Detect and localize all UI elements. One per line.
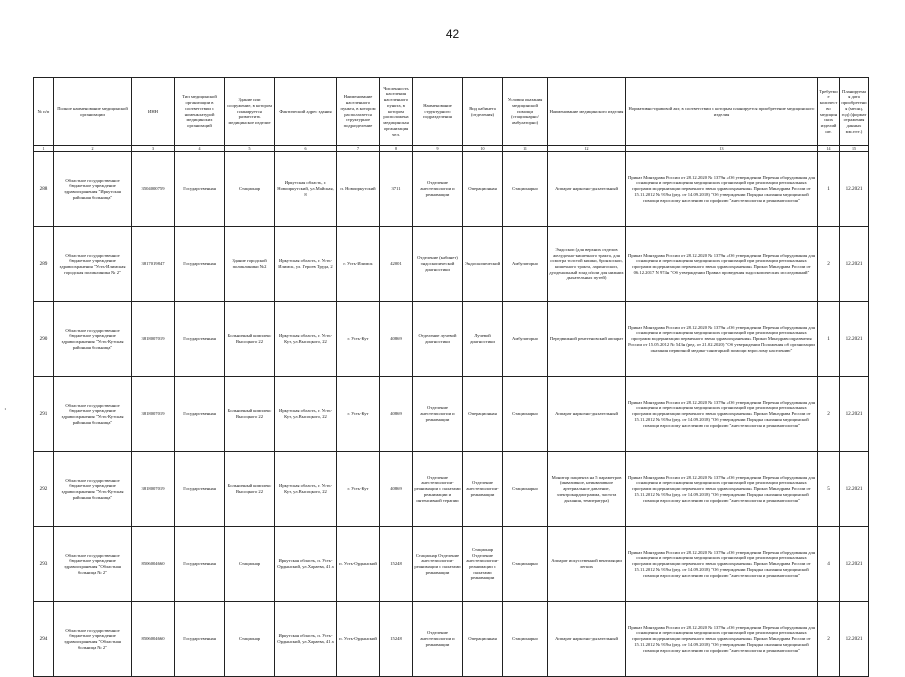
organization-type: Государственная: [175, 302, 225, 377]
planned-date: 12.2021: [840, 302, 869, 377]
organization-type: Государственная: [175, 227, 225, 302]
quantity: 1: [818, 302, 840, 377]
header-row: [34, 78, 869, 146]
legal-act: Приказ Минздрава России от 28.12.2020 № 1379н «Об утверждении Перечня оборудования для оснащения и переоснащения медицинских организаций при реализации региональных программ модернизации первичного звена здравоохранения» Приказ Минздрава России от 15.11.2012 № 919н (ред. от 14.09.2018) "Об утверждении Порядка оказания медицинской помощи взрослому населению по профилю "анестезиология и реаниматология": [626, 152, 818, 227]
column-number: 13: [626, 146, 818, 152]
row-number: 289: [34, 227, 54, 302]
building: Стационар: [225, 602, 275, 677]
margin-mark: ·: [4, 405, 7, 414]
planned-date: 12.2021: [840, 377, 869, 452]
column-number: 14: [818, 146, 840, 152]
address: Иркутская область, г. Усть-Кут, ул.Высоцкого, 22: [275, 302, 337, 377]
column-number: 8: [380, 146, 413, 152]
column-header: Вид кабинета (отделения): [463, 78, 503, 146]
structural-unit: Отделение анестезиологии-реанимации с палатами реанимации и интенсивной терапии: [413, 452, 463, 527]
row-number: 293: [34, 527, 54, 602]
column-header: Условия оказания медицинской помощи (стационарно/амбулаторно): [503, 78, 548, 146]
row-number: 288: [34, 152, 54, 227]
organization-name: Областное государственное бюджетное учреждение здравоохранения "Усть-Илимская городская поликлиника № 2": [54, 227, 132, 302]
building: Больничный комплекс Высоцкого 22: [225, 377, 275, 452]
building: Стационар: [225, 527, 275, 602]
structural-unit: Отделение лучевой диагностики: [413, 302, 463, 377]
column-number: 4: [175, 146, 225, 152]
column-header: Наименование населенного пункта, в котором располагается структурное подразделение: [337, 78, 380, 146]
column-header: Наименование структурного подразделения: [413, 78, 463, 146]
population: 40869: [380, 302, 413, 377]
device-name: Аппарат наркозно-дыхательный: [548, 377, 626, 452]
device-name: Аппарат наркозно-дыхательный: [548, 152, 626, 227]
organization-type: Государственная: [175, 377, 225, 452]
column-number: 15: [840, 146, 869, 152]
structural-unit: Отделение анестезиологии и реанимации: [413, 152, 463, 227]
building: Больничный комплекс Высоцкого 22: [225, 452, 275, 527]
row-number: 292: [34, 452, 54, 527]
quantity: 2: [818, 227, 840, 302]
table-row: [34, 452, 869, 527]
quantity: 2: [818, 377, 840, 452]
planned-date: 12.2021: [840, 452, 869, 527]
cabinet-type: Отделение анестезиологии-реанимации: [463, 452, 503, 527]
cabinet-type: Стационар Отделение анестезиологии-реанимации с палатами реанимации: [463, 527, 503, 602]
column-number: 12: [548, 146, 626, 152]
organization-name: Областное государственное бюджетное учреждение здравоохранения "Усть-Кутская районная больница": [54, 452, 132, 527]
legal-act: Приказ Минздрава России от 28.12.2020 № 1379н «Об утверждении Перечня оборудования для оснащения и переоснащения медицинских организаций при реализации региональных программ модернизации первичного звена здравоохранения» Приказ Минздрава России от 15.11.2012 № 919н (ред. от 14.09.2018) "Об утверждении Порядка оказания медицинской помощи взрослому населению по профилю "анестезиология и реаниматология": [626, 377, 818, 452]
quantity: 1: [818, 152, 840, 227]
inn: 3504000759: [132, 152, 175, 227]
inn: 3818007019: [132, 452, 175, 527]
column-header: Численность населения населенного пункта, в котором расположена медицинская организация чел.: [380, 78, 413, 146]
settlement: г. Усть-Кут: [337, 302, 380, 377]
address: Иркутская область, г. Усть-Илимск, ул. Героев Труда, 2: [275, 227, 337, 302]
column-number: 6: [275, 146, 337, 152]
equipment-table: [33, 77, 869, 677]
settlement: п. Усть-Ордынский: [337, 527, 380, 602]
planned-date: 12.2021: [840, 527, 869, 602]
inn: 3818007019: [132, 302, 175, 377]
table-row: [34, 602, 869, 677]
care-conditions: Стационарно: [503, 452, 548, 527]
legal-act: Приказ Минздрава России от 28.12.2020 № 1379н «Об утверждении Перечня оборудования для оснащения и переоснащения медицинских организаций при реализации региональных программ модернизации первичного звена здравоохранения» Приказ Минздравсоцразвития России от 15.05.2012 № 543н (ред. от 21.02.2020) "Об утверждении Положения об организации оказания первичной медико-санитарной помощи взрослому населению": [626, 302, 818, 377]
column-header: № п/п: [34, 78, 54, 146]
row-number: 290: [34, 302, 54, 377]
care-conditions: Стационарно: [503, 377, 548, 452]
population: 40869: [380, 377, 413, 452]
table-body: [34, 152, 869, 677]
column-header: Нормативно-правовой акт, в соответствии с которым планируется приобретение медицинского изделия: [626, 78, 818, 146]
legal-act: Приказ Минздрава России от 28.12.2020 № 1379н «Об утверждении Перечня оборудования для оснащения и переоснащения медицинских организаций при реализации региональных программ модернизации первичного звена здравоохранения» Приказ Минздрава России от 15.11.2012 № 919н (ред. от 14.09.2018) "Об утверждении Порядка оказания медицинской помощи взрослому населению по профилю "анестезиология и реаниматология": [626, 527, 818, 602]
structural-unit: Отделение анестезиологии и реанимации: [413, 377, 463, 452]
cabinet-type: Операционная: [463, 377, 503, 452]
address: Иркутская область, г. Новоиркутский, ул.Майская, 8: [275, 152, 337, 227]
care-conditions: Амбулаторно: [503, 302, 548, 377]
column-header: Тип медицинской организации в соответствии с номенклатурой медицинских организаций: [175, 78, 225, 146]
settlement: п. Новоиркутский: [337, 152, 380, 227]
address: Иркутская область, п. Усть-Ордынский, ул.Хараева, 41 а: [275, 602, 337, 677]
organization-name: Областное государственное бюджетное учреждение здравоохранения "Областная больница № 2": [54, 602, 132, 677]
settlement: г. Усть-Илимск: [337, 227, 380, 302]
structural-unit: Стационар Отделение анестезиологии-реанимации с палатами реанимации: [413, 527, 463, 602]
column-header: Полное наименование медицинской организации: [54, 78, 132, 146]
table-row: [34, 152, 869, 227]
device-name: Аппарат искусственной вентиляции легких: [548, 527, 626, 602]
organization-name: Областное государственное бюджетное учреждение здравоохранения "Усть-Кутская районная больница": [54, 377, 132, 452]
settlement: г. Усть-Кут: [337, 452, 380, 527]
column-header: Здание или сооружение, в котором планируется разместить медицинское изделие: [225, 78, 275, 146]
quantity: 2: [818, 602, 840, 677]
population: 15248: [380, 527, 413, 602]
address: Иркутская область, п. Усть-Ордынский, ул.Хараева, 41 а: [275, 527, 337, 602]
device-name: Монитор пациента на 5 параметров (инвазивное, неинвазивное артериальное давление, электрокардиограмма, частота дыхания, температура): [548, 452, 626, 527]
column-number: 2: [54, 146, 132, 152]
organization-name: Областное государственное бюджетное учреждение здравоохранения "Иркутская районная больница": [54, 152, 132, 227]
building: Здание городской поликлиники №2: [225, 227, 275, 302]
column-number: 11: [503, 146, 548, 152]
legal-act: Приказ Минздрава России от 28.12.2020 № 1379н «Об утверждении Перечня оборудования для оснащения и переоснащения медицинских организаций при реализации региональных программ модернизации первичного звена здравоохранения» Приказ Минздрава России от 15.11.2012 № 919н (ред. от 14.09.2018) "Об утверждении Порядка оказания медицинской помощи взрослому населению по профилю "анестезиология и реаниматология": [626, 602, 818, 677]
address: Иркутская область, г. Усть-Кут, ул.Высоцкого, 22: [275, 452, 337, 527]
structural-unit: Отделение (кабинет) эндоскопической диагностики: [413, 227, 463, 302]
cabinet-type: Лучевой диагностики: [463, 302, 503, 377]
organization-name: Областное государственное бюджетное учреждение здравоохранения "Усть-Кутская районная больница": [54, 302, 132, 377]
building: Стационар: [225, 152, 275, 227]
column-number: 5: [225, 146, 275, 152]
device-name: Аппарат наркозно-дыхательный: [548, 602, 626, 677]
settlement: г. Усть-Кут: [337, 377, 380, 452]
organization-type: Государственная: [175, 527, 225, 602]
structural-unit: Отделение анестезиологии и реанимации: [413, 602, 463, 677]
organization-name: Областное государственное бюджетное учреждение здравоохранения "Областная больница № 2": [54, 527, 132, 602]
device-name: Эндоскоп (для верхних отделов желудочно-кишечного тракта, для осмотра толстой кишки, бронхоскоп, кишечного тракта, ларингоскоп, дуоденальный зонд и/или для нижних дыхательных путей): [548, 227, 626, 302]
planned-date: 12.2021: [840, 227, 869, 302]
page-number: 42: [445, 27, 460, 41]
inn: 8506004660: [132, 602, 175, 677]
population: 42001: [380, 227, 413, 302]
planned-date: 12.2021: [840, 602, 869, 677]
organization-type: Государственная: [175, 602, 225, 677]
column-header: ИНН: [132, 78, 175, 146]
table-row: [34, 377, 869, 452]
quantity: 5: [818, 452, 840, 527]
table-row: [34, 527, 869, 602]
column-number: 9: [413, 146, 463, 152]
planned-date: 12.2021: [840, 152, 869, 227]
care-conditions: Амбулаторно: [503, 227, 548, 302]
legal-act: Приказ Минздрава России от 28.12.2020 № 1379н «Об утверждении Перечня оборудования для оснащения и переоснащения медицинских организаций при реализации региональных программ модернизации первичного звена здравоохранения» Приказ Минздрава России от 06.12.2017 N 974н "Об утверждении Правил проведения эндоскопических исследований": [626, 227, 818, 302]
column-number: 7: [337, 146, 380, 152]
quantity: 4: [818, 527, 840, 602]
population: 15248: [380, 602, 413, 677]
population: 40869: [380, 452, 413, 527]
column-header: Фактический адрес здания: [275, 78, 337, 146]
column-number: 10: [463, 146, 503, 152]
column-header: Требуемое количество медицинских изделий шт.: [818, 78, 840, 146]
settlement: п. Усть-Ордынский: [337, 602, 380, 677]
legal-act: Приказ Минздрава России от 28.12.2020 № 1379н «Об утверждении Перечня оборудования для оснащения и переоснащения медицинских организаций при реализации региональных программ модернизации первичного звена здравоохранения» Приказ Минздрава России от 15.11.2012 № 919н (ред. от 14.09.2018) "Об утверждении Порядка оказания медицинской помощи взрослому населению по профилю "анестезиология и реаниматология": [626, 452, 818, 527]
column-number: 3: [132, 146, 175, 152]
inn: 3818007019: [132, 377, 175, 452]
table-row: [34, 302, 869, 377]
population: 3711: [380, 152, 413, 227]
column-header: Наименование медицинского изделия: [548, 78, 626, 146]
cabinet-type: Операционная: [463, 602, 503, 677]
care-conditions: Стационарно: [503, 527, 548, 602]
care-conditions: Стационарно: [503, 602, 548, 677]
inn: 8506004660: [132, 527, 175, 602]
inn: 3817019847: [132, 227, 175, 302]
column-number: 1: [34, 146, 54, 152]
device-name: Передвижной рентгеновский аппарат: [548, 302, 626, 377]
column-header: Планируемая дата приобретения (месяц, год) (формат отражения данных мм.гггг.): [840, 78, 869, 146]
care-conditions: Стационарно: [503, 152, 548, 227]
cabinet-type: Операционная: [463, 152, 503, 227]
row-number: 294: [34, 602, 54, 677]
building: Больничный комплекс Высоцкого 22: [225, 302, 275, 377]
organization-type: Государственная: [175, 152, 225, 227]
cabinet-type: Эндоскопический: [463, 227, 503, 302]
address: Иркутская область, г. Усть-Кут, ул.Высоцкого, 22: [275, 377, 337, 452]
organization-type: Государственная: [175, 452, 225, 527]
row-number: 291: [34, 377, 54, 452]
table-row: [34, 227, 869, 302]
